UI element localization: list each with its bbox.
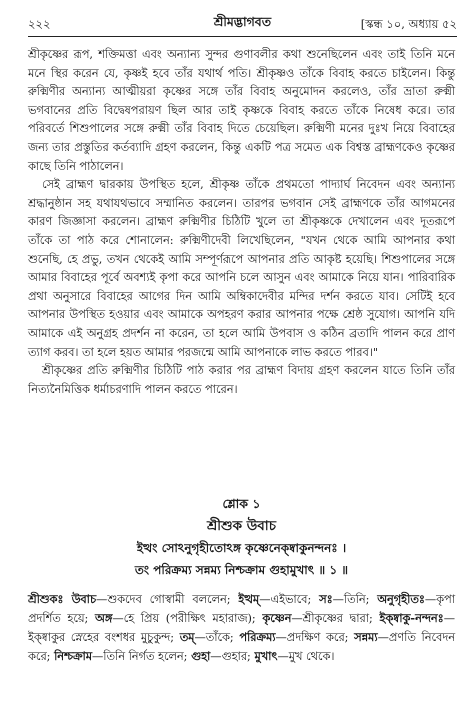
synonym-meaning: —প্রদক্ষিণ করে;: [275, 631, 355, 644]
synonym-term: তম্: [179, 630, 195, 644]
synonym-meaning: —শ্রীকৃষ্ণের দ্বারা;: [291, 612, 380, 625]
commentary-text: [28, 46, 455, 399]
verse-line-1: ইত্থং সোঽনুগৃহীতোঽঙ্গ কৃষ্ণেনেক্ষ্বাকুনন্দনঃ ।: [136, 541, 347, 555]
synonym-meaning: —এইভাবে;: [259, 593, 320, 606]
paragraph: শ্রীকৃষ্ণের প্রতি রুক্মিণীর চিঠিটি পাঠ করার পর ব্রাহ্মণ বিদায় গ্রহণ করলেন যাতে তিনি তাঁর নিত্যনৈমিত্তিক ধর্মাচরণাদি পালন করতে পারেন।: [28, 364, 455, 396]
synonym-term: অনুগৃহীতঃ: [377, 592, 425, 606]
synonym-term: পরিক্রম্য: [239, 630, 276, 644]
verse-block: [28, 493, 455, 581]
paragraph: সেই ব্রাহ্মণ দ্বারকায় উপস্থিত হলে, শ্রীকৃষ্ণ তাঁকে প্রথমতো পাদ্যার্ঘ নিবেদন এবং অন্যান্য শ্রদ্ধানুষ্ঠান সহ যথাযথভাবে সম্মানিত করলেন। তারপর ভগবান সেই ব্রাহ্মণকে তাঁর আগমনের কারণ জিজ্ঞাসা করলেন। ব্রাহ্মণ রুক্মিণীর চিঠিটি খুলে তা শ্রীকৃষ্ণকে দেখালেন এবং দূতরূপে তাঁকে তা পাঠ করে শোনালেন: রুক্মিণীদেবী লিখেছিলেন, "যখন থেকে আমি আপনার কথা শুনেছি, হে প্রভু, তখন থেকেই আমি সম্পূর্ণরূপে আপনার প্রতি আকৃষ্ট হয়েছি। শিশুপালের সঙ্গে আমার বিবাহের পূর্বে অবশ্যই কৃপা করে আপনি চলে আসুন এবং আমাকে নিয়ে যান। পারিবারিক প্রথা অনুসারে বিবাহের আগের দিন আমি অম্বিকাদেবীর মন্দির দর্শন করতে যাব। সেটিই হবে আপনার উপস্থিত হওয়ার এবং আমাকে অপহরণ করার আপনার পক্ষে শ্রেষ্ঠ সুযোগ। আপনি যদি আমাকে এই অনুগ্রহ প্রদর্শন না করেন, তা হলে আমি উপবাস ও কঠিন ব্রতাদি পালন করে প্রাণ ত্যাগ করব। তা হলে হয়ত আমার পরজন্মে আমি আপনাকে লাভ করতে পারব।": [28, 178, 455, 359]
synonym-term: কৃষ্ণেন: [262, 611, 292, 625]
synonym-meaning: —তিনি নির্গত হলেন;: [92, 650, 192, 663]
verse-line-2: তং পরিক্রম্য সন্নম্য নিশ্চক্রাম গুহামুখাৎ ॥ ১ ॥: [134, 563, 349, 577]
paragraph: শ্রীকৃষ্ণের রূপ, শক্তিমত্তা এবং অন্যান্য সুন্দর গুণাবলীর কথা শুনেছিলেন এবং তাই তিনি মনে মনে স্থির করেন যে, কৃষ্ণই হবে তাঁর যথার্থ পতি। শ্রীকৃষ্ণও তাঁকে বিবাহ করতে চাইলেন। কিন্তু রুক্মিণীর অন্যান্য আত্মীয়রা কৃষ্ণের সঙ্গে তাঁর বিবাহ অনুমোদন করলেও, তাঁর ভ্রাতা রুক্মী ভগবানের প্রতি বিদ্বেষপরায়ণ ছিল আর তাই কৃষ্ণকে বিবাহ করতে তাঁকে নিষেধ করে। তার পরিবর্তে শিশুপালের সঙ্গে রুক্মী তাঁর বিবাহ দিতে চেয়েছিল। রুক্মিণী মনের দুঃখ নিয়ে বিবাহের জন্য তার প্রস্তুতির কর্তব্যাদি গ্রহণ করলেন, কিন্তু একটি পত্র সমেত এক বিশ্বস্ত ব্রাহ্মণকেও কৃষ্ণের কাছে তিনি পাঠালেন।: [28, 48, 455, 173]
synonym-meaning: —মুখ থেকে।: [277, 650, 335, 663]
verse-speaker: শ্রীশুক উবাচ: [206, 518, 277, 534]
book-title: শ্রীমদ্ভাগবত: [213, 14, 272, 29]
section-reference: [স্কন্ধ ১০, অধ্যায় ৫২: [360, 17, 457, 31]
synonym-term: গুহা: [191, 649, 211, 663]
synonym-term: সঃ: [319, 592, 333, 606]
synonym-meaning: —হে প্রিয় (পরীক্ষিৎ মহারাজ);: [112, 612, 263, 625]
synonym-meaning: —কৃপা প্রদর্শিত হয়ে;: [28, 593, 456, 625]
synonym-term: শ্রীশুকঃ উবাচ: [28, 592, 97, 606]
synonym-meaning: —ইক্ষ্বাকুর স্নেহের বংশধর মুচুকুন্দ;: [28, 612, 455, 644]
synonym-meaning: —প্রণতি নিবেদন করে;: [28, 631, 456, 663]
synonym-meaning: —তাঁকে;: [194, 631, 240, 644]
page-header: [28, 12, 457, 34]
page-number: ২২২: [28, 17, 51, 31]
synonym-meaning: —শুকদেব গোস্বামী বললেন;: [96, 593, 239, 606]
synonym-term: ইত্থম্: [238, 592, 260, 606]
synonym-term: অঙ্গ: [95, 611, 113, 625]
synonym-meaning: —গুহার;: [210, 650, 255, 663]
word-for-word-synonyms: [28, 590, 455, 666]
header-rule: [28, 36, 457, 37]
verse-title: শ্লোক ১: [222, 496, 261, 511]
synonym-term: নিশ্চক্রাম: [54, 649, 92, 663]
synonym-term: ইক্ষ্বাকু-নন্দনঃ: [379, 611, 444, 625]
synonym-meaning: —তিনি;: [332, 593, 378, 606]
synonym-term: মুখাৎ: [254, 649, 278, 663]
synonym-term: সন্নম্য: [354, 630, 378, 644]
